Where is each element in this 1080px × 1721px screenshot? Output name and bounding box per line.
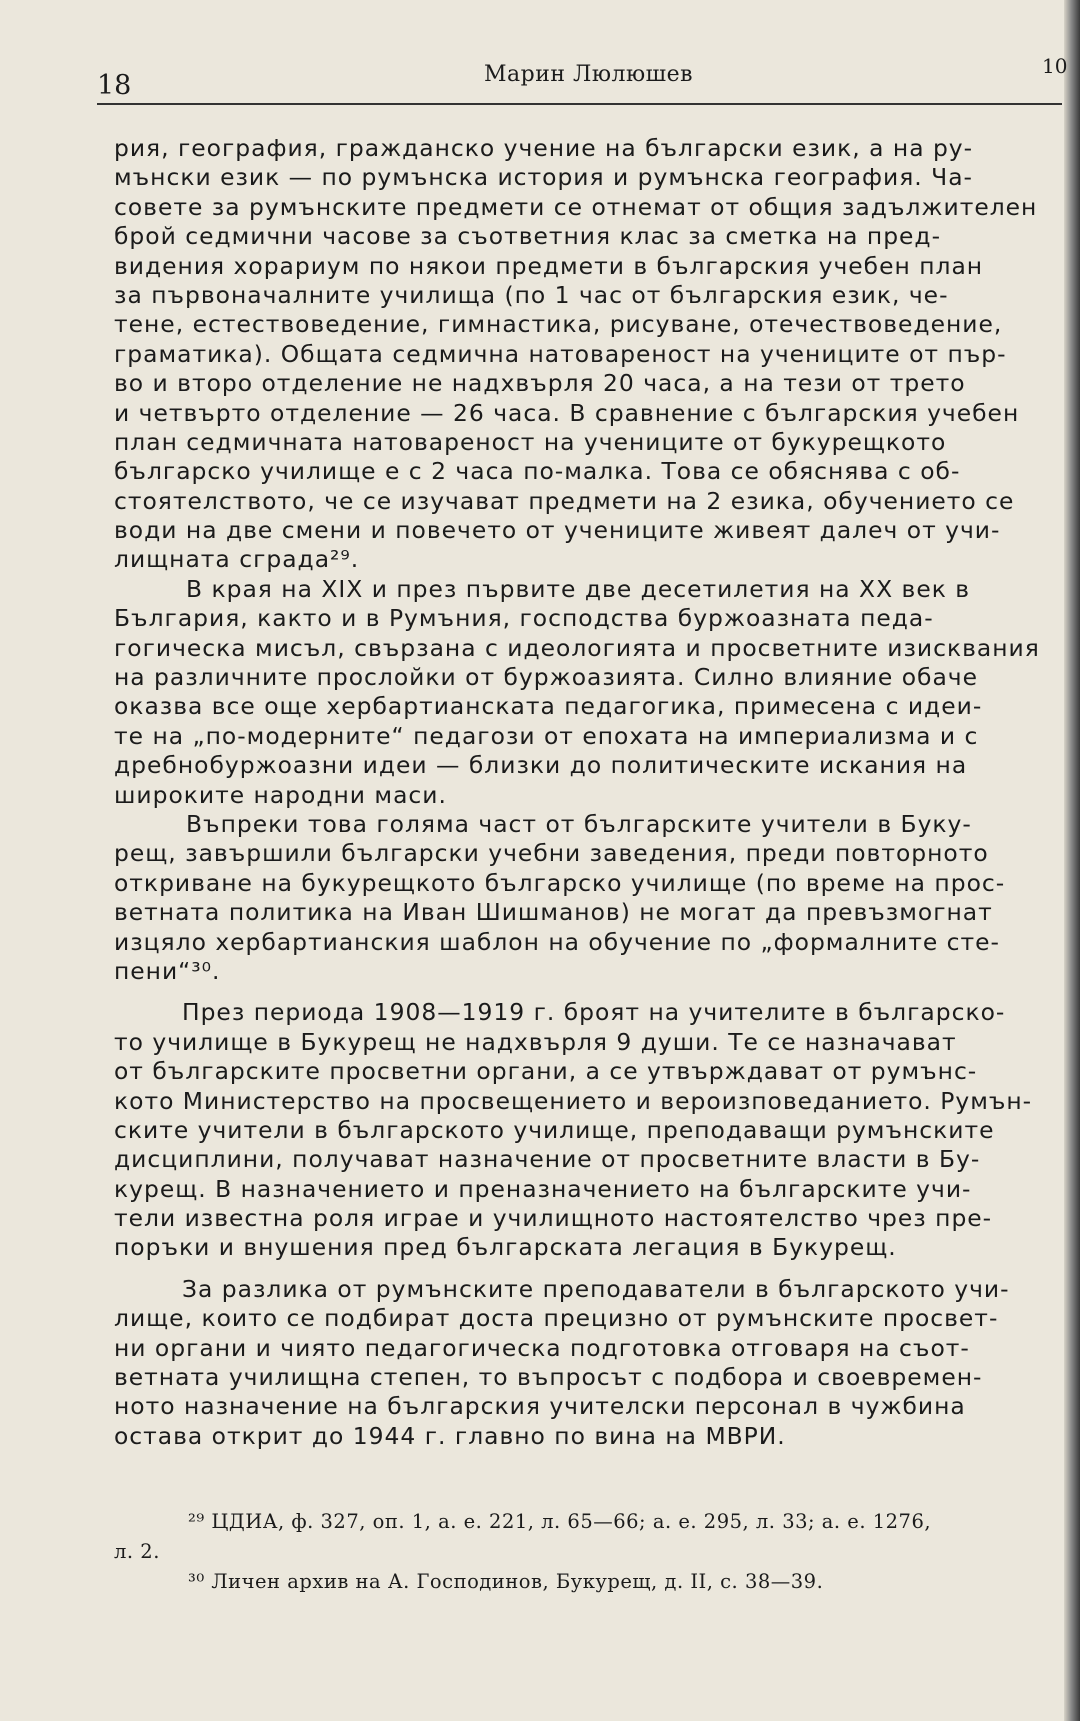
running-head: Марин Люлюшев	[484, 62, 694, 87]
text-line: води на две смени и повечето от учениците живеят далеч от учи-	[114, 516, 1001, 545]
text-line: совете за румънските предмети се отнемат от общия задължителен	[114, 192, 1038, 221]
paragraph-start-line: През периода 1908—1919 г. броят на учителите в българско-	[182, 998, 1006, 1027]
text-line: курещ. В назначението и преназначението на българските учи-	[114, 1174, 972, 1203]
text-line: тене, естествоведение, гимнастика, рисуване, отечествоведение,	[114, 310, 1003, 339]
text-line: те на „по-модерните“ педагози от епохата на империализма и с	[114, 721, 979, 750]
text-line: кото Министерство на просвещението и вероизповеданието. Румън-	[114, 1086, 1033, 1115]
body-text	[114, 134, 1064, 1451]
text-line: и четвърто отделение — 26 часа. В сравнение с българския учебен	[114, 398, 1020, 427]
text-line: граматика). Общата седмична натовареност на учениците от пър-	[114, 339, 1007, 368]
text-line: остава открит до 1944 г. главно по вина на МВРИ.	[114, 1421, 786, 1450]
corner-number: 10	[1042, 54, 1068, 78]
text-line: гогическа мисъл, свързана с идеологията и просветните изисквания	[114, 633, 1040, 662]
text-line: пени“³⁰.	[114, 956, 221, 985]
paragraph-start-line: В края на XIX и през първите две десетилетия на XX век в	[186, 574, 971, 603]
text-line: ските учители в българското училище, преподаващи румънските	[114, 1115, 995, 1144]
paragraph-start-line: Въпреки това голяма част от българските учители в Буку-	[186, 809, 972, 838]
header-rule	[97, 103, 1062, 105]
text-line: българско училище е с 2 часа по-малка. Това се обяснява с об-	[114, 457, 961, 486]
text-line: от българските просветни органи, а се утвърждават от румънс-	[114, 1057, 978, 1086]
text-line: дисциплини, получават назначение от просветните власти в Бу-	[114, 1145, 981, 1174]
text-line: во и второ отделение не надхвърля 20 часа, а на тези от трето	[114, 369, 966, 398]
text-line: ни органи и чиято педагогическа подготовка отговаря на съот-	[114, 1333, 970, 1362]
text-line: за първоначалните училища (по 1 час от българския език, че-	[114, 280, 949, 309]
text-line: то училище в Букурещ не надхвърля 9 души. Те се назначават	[114, 1027, 957, 1056]
text-line: широките народни маси.	[114, 780, 447, 809]
page-header	[97, 52, 1069, 102]
text-line: България, както и в Румъния, господства буржоазната педа-	[114, 604, 934, 633]
text-line: стоятелството, че се изучават предмети на 2 езика, обучението се	[114, 486, 1015, 515]
paragraph-gap	[114, 1263, 1064, 1275]
text-line: лище, които се подбират доста прецизно от румънските просвет-	[114, 1304, 999, 1333]
text-line: рия, география, гражданско учение на български език, а на ру-	[114, 134, 974, 162]
page-edge	[1064, 0, 1080, 1721]
text-line: план седмичната натовареност на учениците от букурещкото	[114, 427, 947, 456]
text-line: оказва все още хербартианската педагогика, примесена с идеи-	[114, 692, 983, 721]
footnote-29-continuation: л. 2.	[114, 1540, 160, 1563]
text-line: мънски език — по румънска история и румънска география. Ча-	[114, 163, 973, 192]
text-line: дребнобуржоазни идеи — близки до политическите искания на	[114, 751, 968, 780]
footnote-30: ³⁰ Личен архив на А. Господинов, Букурещ, д. II, с. 38—39.	[188, 1570, 824, 1593]
text-line: ното назначение на българския учителски персонал в чужбина	[114, 1392, 966, 1421]
text-line: на различните прослойки от буржоазията. Силно влияние обаче	[114, 663, 979, 692]
paragraph-start-line: За разлика от румънските преподаватели в българското учи-	[182, 1274, 1010, 1303]
footnotes	[114, 1507, 1064, 1597]
text-line: рещ, завършили български учебни заведения, преди повторното	[114, 839, 989, 868]
text-line: тели известна роля играе и училищното настоятелство чрез пре-	[114, 1204, 993, 1233]
text-line: ветната училищна степен, то въпросът с подбора и своевремен-	[114, 1363, 983, 1392]
text-line: видения хорариум по някои предмети в българския учебен план	[114, 251, 984, 280]
page-number: 18	[97, 70, 132, 101]
text-line: поръки и внушения пред българската легация в Букурещ.	[114, 1233, 897, 1262]
footnote-29: ²⁹ ЦДИА, ф. 327, оп. 1, а. е. 221, л. 65—66; а. е. 295, л. 33; а. е. 1276,	[188, 1510, 932, 1533]
text-line: откриване на букурещкото българско училище (по време на прос-	[114, 868, 1006, 897]
paragraph-gap	[114, 986, 1064, 998]
text-line: ветната политика на Иван Шишманов) не могат да превъзмогнат	[114, 898, 993, 927]
text-line: изцяло хербартианския шаблон на обучение по „формалните сте-	[114, 927, 1000, 956]
text-line: брой седмични часове за съответния клас за сметка на пред-	[114, 222, 942, 251]
text-line: лищната сграда²⁹.	[114, 545, 360, 574]
